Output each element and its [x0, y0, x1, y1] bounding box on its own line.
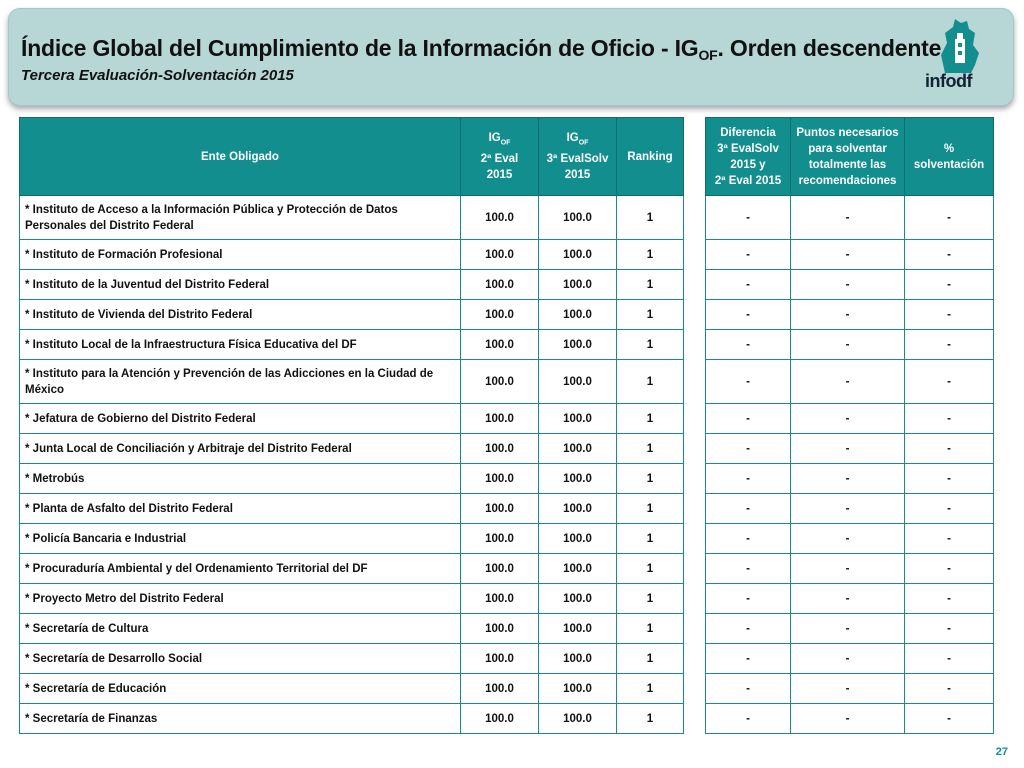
igof-eval-cell: 100.0: [461, 360, 539, 404]
puntos-cell: -: [791, 644, 905, 674]
ranking-cell: 1: [617, 644, 684, 674]
header-diferencia: Diferencia 3ª EvalSolv 2015 y 2ª Eval 2015: [706, 118, 791, 196]
diferencia-cell: -: [706, 674, 791, 704]
igof-eval-cell: 100.0: [461, 524, 539, 554]
table-row: [706, 614, 994, 644]
diferencia-cell: -: [706, 614, 791, 644]
solventacion-cell: -: [905, 674, 994, 704]
ente-cell: * Secretaría de Cultura: [20, 614, 461, 644]
table-row: [20, 196, 684, 240]
igof-eval-cell: 100.0: [461, 554, 539, 584]
header-puntos: Puntos necesarios para solventar totalmente las recomendaciones: [791, 118, 905, 196]
table-row: [20, 704, 684, 734]
solventacion-cell: -: [905, 464, 994, 494]
puntos-cell: -: [791, 524, 905, 554]
table-row: [706, 494, 994, 524]
solventacion-cell: -: [905, 524, 994, 554]
puntos-cell: -: [791, 240, 905, 270]
igof-eval-cell: 100.0: [461, 300, 539, 330]
igof-eval-cell: 100.0: [461, 674, 539, 704]
table-row: [706, 434, 994, 464]
ranking-cell: 1: [617, 554, 684, 584]
igof-solv-cell: 100.0: [539, 300, 617, 330]
diferencia-cell: -: [706, 404, 791, 434]
ranking-cell: 1: [617, 196, 684, 240]
igof-solv-cell: 100.0: [539, 524, 617, 554]
puntos-cell: -: [791, 554, 905, 584]
ente-cell: * Policía Bancaria e Industrial: [20, 524, 461, 554]
table-row: [20, 554, 684, 584]
solventacion-cell: -: [905, 434, 994, 464]
solventacion-cell: -: [905, 404, 994, 434]
diferencia-cell: -: [706, 240, 791, 270]
ranking-cell: 1: [617, 584, 684, 614]
logo-text: infodf: [925, 71, 972, 91]
ranking-cell: 1: [617, 434, 684, 464]
solventacion-cell: -: [905, 584, 994, 614]
ranking-cell: 1: [617, 300, 684, 330]
puntos-cell: -: [791, 196, 905, 240]
ranking-cell: 1: [617, 614, 684, 644]
puntos-cell: -: [791, 404, 905, 434]
ranking-cell: 1: [617, 674, 684, 704]
table-row: [706, 524, 994, 554]
table-row: [20, 270, 684, 300]
solventacion-cell: -: [905, 240, 994, 270]
diferencia-cell: -: [706, 360, 791, 404]
table-row: [20, 614, 684, 644]
igof-solv-cell: 100.0: [539, 196, 617, 240]
solventacion-cell: -: [905, 300, 994, 330]
puntos-cell: -: [791, 674, 905, 704]
table-row: [20, 524, 684, 554]
ente-cell: * Planta de Asfalto del Distrito Federal: [20, 494, 461, 524]
ente-cell: * Instituto de Acceso a la Información Pública y Protección de Datos Personales del Distrito Federal: [20, 196, 461, 240]
ranking-cell: 1: [617, 494, 684, 524]
building-map-icon: [915, 15, 999, 75]
igof-solv-cell: 100.0: [539, 494, 617, 524]
ente-cell: * Instituto de Formación Profesional: [20, 240, 461, 270]
igof-eval-cell: 100.0: [461, 270, 539, 300]
solventacion-cell: -: [905, 614, 994, 644]
page-number: 27: [995, 746, 1008, 758]
page-title: Índice Global del Cumplimiento de la Información de Oficio - $IG_{OF}$. Orden descendente: [21, 35, 942, 63]
logo-tagline: [917, 90, 997, 94]
ranking-cell: 1: [617, 464, 684, 494]
table-row: [706, 704, 994, 734]
ranking-cell: 1: [617, 524, 684, 554]
ente-cell: * Instituto para la Atención y Prevención de las Adicciones en la Ciudad de México: [20, 360, 461, 404]
ente-cell: * Instituto de Vivienda del Distrito Federal: [20, 300, 461, 330]
ranking-cell: 1: [617, 704, 684, 734]
ranking-cell: 1: [617, 360, 684, 404]
table-row: [20, 434, 684, 464]
diferencia-cell: -: [706, 584, 791, 614]
ranking-cell: 1: [617, 240, 684, 270]
table-row: [706, 554, 994, 584]
table-row: [20, 240, 684, 270]
igof-solv-cell: 100.0: [539, 644, 617, 674]
puntos-cell: -: [791, 494, 905, 524]
table-row: [706, 464, 994, 494]
puntos-cell: -: [791, 270, 905, 300]
igof-eval-cell: 100.0: [461, 644, 539, 674]
igof-eval-cell: 100.0: [461, 584, 539, 614]
igof-eval-cell: 100.0: [461, 404, 539, 434]
table-row: [706, 196, 994, 240]
table-row: [20, 674, 684, 704]
puntos-cell: -: [791, 614, 905, 644]
table-row: [20, 404, 684, 434]
diferencia-cell: -: [706, 434, 791, 464]
puntos-cell: -: [791, 584, 905, 614]
header-igof-eval: $IG_{OF}$ 2ª Eval 2015: [461, 118, 539, 196]
solventacion-cell: -: [905, 360, 994, 404]
table-row: [706, 404, 994, 434]
ente-cell: * Instituto Local de la Infraestructura Física Educativa del DF: [20, 330, 461, 360]
table-row: [706, 240, 994, 270]
igof-eval-cell: 100.0: [461, 330, 539, 360]
table-row: [706, 360, 994, 404]
igof-solv-cell: 100.0: [539, 360, 617, 404]
igof-solv-cell: 100.0: [539, 584, 617, 614]
igof-eval-cell: 100.0: [461, 704, 539, 734]
table-row: [706, 270, 994, 300]
igof-eval-cell: 100.0: [461, 464, 539, 494]
igof-solv-cell: 100.0: [539, 554, 617, 584]
table-row: [706, 330, 994, 360]
igof-eval-cell: 100.0: [461, 494, 539, 524]
ranking-cell: 1: [617, 404, 684, 434]
igof-eval-cell: 100.0: [461, 240, 539, 270]
table-row: [706, 584, 994, 614]
table-row: [20, 360, 684, 404]
ranking-cell: 1: [617, 270, 684, 300]
recommendations-table: [705, 117, 994, 734]
table-row: [20, 494, 684, 524]
igof-solv-cell: 100.0: [539, 240, 617, 270]
igof-solv-cell: 100.0: [539, 464, 617, 494]
diferencia-cell: -: [706, 644, 791, 674]
solventacion-cell: -: [905, 196, 994, 240]
table-row: [706, 644, 994, 674]
table-row: [20, 330, 684, 360]
igof-solv-cell: 100.0: [539, 704, 617, 734]
solventacion-cell: -: [905, 704, 994, 734]
diferencia-cell: -: [706, 196, 791, 240]
infodf-logo: [915, 15, 999, 101]
igof-solv-cell: 100.0: [539, 330, 617, 360]
page-subtitle: Tercera Evaluación-Solventación 2015: [21, 67, 294, 84]
puntos-cell: -: [791, 300, 905, 330]
ente-cell: * Secretaría de Desarrollo Social: [20, 644, 461, 674]
ente-cell: * Instituto de la Juventud del Distrito Federal: [20, 270, 461, 300]
igof-eval-cell: 100.0: [461, 196, 539, 240]
puntos-cell: -: [791, 330, 905, 360]
header-igof-solv: $IG_{OF}$ 3ª EvalSolv 2015: [539, 118, 617, 196]
ente-cell: * Metrobús: [20, 464, 461, 494]
solventacion-cell: -: [905, 494, 994, 524]
header-ente: Ente Obligado: [20, 118, 461, 196]
ranking-cell: 1: [617, 330, 684, 360]
table-row: [20, 644, 684, 674]
igof-solv-cell: 100.0: [539, 270, 617, 300]
igof-solv-cell: 100.0: [539, 674, 617, 704]
igof-solv-cell: 100.0: [539, 434, 617, 464]
ente-cell: * Jefatura de Gobierno del Distrito Federal: [20, 404, 461, 434]
solventacion-cell: -: [905, 644, 994, 674]
diferencia-cell: -: [706, 300, 791, 330]
puntos-cell: -: [791, 434, 905, 464]
diferencia-cell: -: [706, 270, 791, 300]
diferencia-cell: -: [706, 554, 791, 584]
igof-eval-cell: 100.0: [461, 614, 539, 644]
puntos-cell: -: [791, 360, 905, 404]
title-banner: [8, 8, 1014, 106]
diferencia-cell: -: [706, 494, 791, 524]
ente-cell: * Procuraduría Ambiental y del Ordenamiento Territorial del DF: [20, 554, 461, 584]
table-row: [706, 300, 994, 330]
header-solventacion: % solventación: [905, 118, 994, 196]
solventacion-cell: -: [905, 554, 994, 584]
igof-solv-cell: 100.0: [539, 404, 617, 434]
puntos-cell: -: [791, 464, 905, 494]
solventacion-cell: -: [905, 270, 994, 300]
main-table: [19, 117, 684, 734]
ente-cell: * Junta Local de Conciliación y Arbitraje del Distrito Federal: [20, 434, 461, 464]
diferencia-cell: -: [706, 464, 791, 494]
igof-eval-cell: 100.0: [461, 434, 539, 464]
ente-cell: * Proyecto Metro del Distrito Federal: [20, 584, 461, 614]
header-ranking: Ranking: [617, 118, 684, 196]
solventacion-cell: -: [905, 330, 994, 360]
table-row: [20, 464, 684, 494]
table-row: [20, 584, 684, 614]
diferencia-cell: -: [706, 524, 791, 554]
ente-cell: * Secretaría de Finanzas: [20, 704, 461, 734]
table-row: [706, 674, 994, 704]
diferencia-cell: -: [706, 330, 791, 360]
igof-solv-cell: 100.0: [539, 614, 617, 644]
ente-cell: * Secretaría de Educación: [20, 674, 461, 704]
puntos-cell: -: [791, 704, 905, 734]
table-row: [20, 300, 684, 330]
diferencia-cell: -: [706, 704, 791, 734]
